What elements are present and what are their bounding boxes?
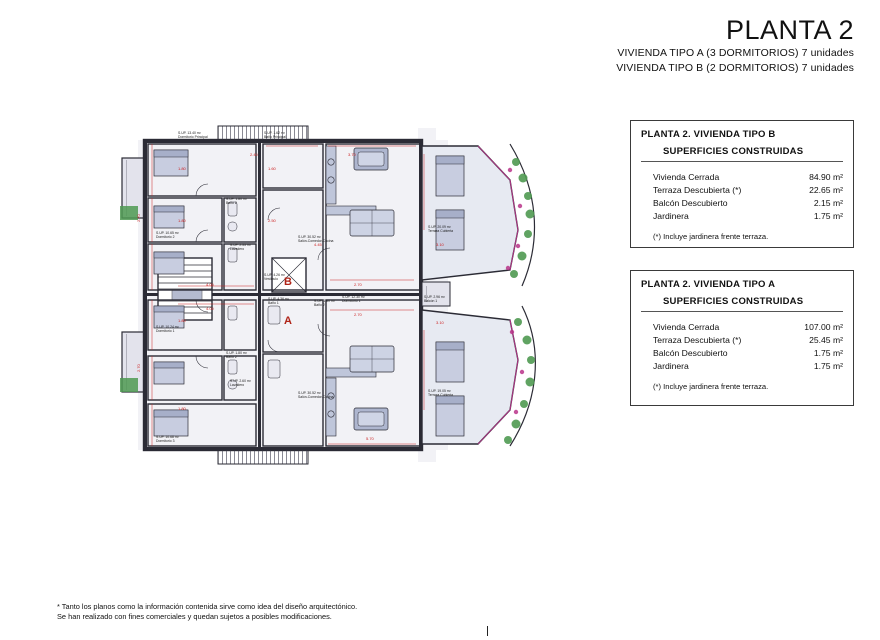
row-label: Jardinera — [653, 211, 689, 222]
svg-text:5.70: 5.70 — [366, 436, 374, 441]
room-name: Lavadero — [230, 383, 245, 387]
row-value: 1.75 m² — [813, 347, 843, 358]
room-code: S.UP. 2.55 m² — [230, 243, 251, 247]
svg-text:2.40: 2.40 — [250, 152, 258, 157]
svg-text:4.00: 4.00 — [206, 282, 214, 287]
room-code: S.UP. 13.40 m² — [178, 131, 201, 135]
table-row — [641, 320, 843, 333]
svg-text:1.80: 1.80 — [178, 318, 186, 323]
room-name: Baño 1 — [268, 301, 279, 305]
unit-label-a: A — [284, 315, 292, 327]
disclaimer-line-2: Se han realizado con fines comerciales y quedan sujetos a posibles modificaciones. — [57, 612, 332, 622]
row-value: 22.65 m² — [809, 184, 843, 195]
room-code: S.UP. 1.80 m² — [314, 299, 335, 303]
panel-a-subtitle: SUPERFICIES CONSTRUIDAS — [641, 296, 843, 312]
svg-text:2.70: 2.70 — [136, 364, 141, 372]
table-row — [641, 196, 843, 209]
room-name: Baño 2 — [314, 303, 325, 307]
room-code: S.UP. 30.52 m² — [298, 235, 321, 239]
panel-a-title: PLANTA 2. VIVIENDA TIPO A — [641, 279, 776, 290]
table-row — [641, 360, 843, 373]
panel-b-subtitle: SUPERFICIES CONSTRUIDAS — [641, 146, 843, 162]
room-code: S.UP. 1.80 m² — [226, 351, 247, 355]
panel-vivienda-tipo-b — [630, 120, 854, 248]
room-code: S.UP. 30.52 m² — [298, 391, 321, 395]
room-code: S.UP. 1.80 m² — [226, 197, 247, 201]
row-value: 1.75 m² — [813, 361, 843, 372]
room-code: S.UP. 2.60 m² — [230, 379, 251, 383]
svg-text:4.45: 4.45 — [314, 242, 322, 247]
room-name: Baño 2 — [226, 355, 237, 359]
room-name: Lavadero — [230, 247, 245, 251]
svg-text:3.70: 3.70 — [348, 152, 356, 157]
room-code: S.UP. 4.26 m² — [264, 273, 285, 277]
panel-vivienda-tipo-a — [630, 270, 854, 406]
room-code: S.UP. 12.30 m² — [342, 295, 365, 299]
svg-text:2.70: 2.70 — [136, 214, 141, 222]
subtitle-tipo-a: VIVIENDA TIPO A (3 DORMITORIOS) 7 unidades — [617, 47, 854, 60]
room-code: S.UP. 10.24 m² — [156, 325, 179, 329]
row-label: Balcón Descubierto — [653, 347, 728, 358]
table-row — [641, 170, 843, 183]
svg-text:1.60: 1.60 — [268, 166, 276, 171]
room-code: S.UP. 10.68 m² — [156, 435, 179, 439]
room-name: Balcón 1 — [424, 299, 438, 303]
row-label: Balcón Descubierto — [653, 197, 728, 208]
svg-text:1.80: 1.80 — [178, 218, 186, 223]
row-value: 84.90 m² — [809, 171, 843, 182]
room-name: Vestíbulo — [264, 277, 278, 281]
disclaimer-line-1: * Tanto los planos como la información contenida sirve como idea del diseño arquitectónico. — [57, 601, 358, 611]
room-name: Salón-Comedor-Cocina — [298, 395, 334, 399]
floor-plan-drawing — [118, 110, 558, 480]
svg-text:1.80: 1.80 — [178, 406, 186, 411]
room-code: S.UP. 19.05 m² — [428, 389, 451, 393]
row-value: 1.75 m² — [813, 211, 843, 222]
panel-a-note: (*) Incluye jardinera frente terraza. — [653, 381, 769, 391]
row-label: Terraza Descubierta (*) — [653, 334, 742, 345]
subtitle-tipo-b: VIVIENDA TIPO B (2 DORMITORIOS) 7 unidades — [616, 62, 854, 75]
room-code: S.UP. 10.65 m² — [156, 231, 179, 235]
row-label: Vivienda Cerrada — [653, 171, 720, 182]
room-code: S.UP. 4.36 m² — [268, 297, 289, 301]
page-tick-mark — [487, 626, 488, 636]
room-code: S.UP. 1.62 m² — [264, 131, 285, 135]
svg-text:2.70: 2.70 — [354, 282, 362, 287]
room-code: S.UP. 2.96 m² — [424, 295, 445, 299]
room-name: Dormitorio 3 — [156, 439, 175, 443]
room-name: Dormitorio 1 — [342, 299, 361, 303]
svg-text:2.50: 2.50 — [268, 218, 276, 223]
room-name: Terraza Cubierta — [428, 229, 454, 233]
unit-label-b: B — [284, 276, 292, 288]
page-header — [616, 16, 854, 74]
row-value: 25.45 m² — [809, 334, 843, 345]
table-row — [641, 346, 843, 359]
room-name: Baño 2 — [226, 201, 237, 205]
panel-b-note: (*) Incluye jardinera frente terraza. — [653, 231, 769, 241]
svg-text:4.00: 4.00 — [206, 306, 214, 311]
table-row — [641, 183, 843, 196]
page-title: PLANTA 2 — [725, 15, 854, 45]
row-value: 107.00 m² — [804, 321, 843, 332]
svg-text:3.10: 3.10 — [436, 242, 444, 247]
row-label: Vivienda Cerrada — [653, 321, 720, 332]
svg-text:3.10: 3.10 — [436, 320, 444, 325]
room-name: Baño Principal — [264, 135, 286, 139]
row-label: Terraza Descubierta (*) — [653, 184, 742, 195]
svg-text:1.80: 1.80 — [178, 166, 186, 171]
table-row — [641, 333, 843, 346]
table-row — [641, 210, 843, 223]
disclaimer — [57, 602, 357, 623]
row-label: Jardinera — [653, 361, 689, 372]
plan-geometry — [120, 126, 535, 464]
panel-b-title: PLANTA 2. VIVIENDA TIPO B — [641, 129, 776, 140]
room-name: Dormitorio Principal — [178, 135, 208, 139]
room-name: Dormitorio 1 — [156, 329, 175, 333]
room-name: Dormitorio 2 — [156, 235, 175, 239]
svg-text:2.70: 2.70 — [354, 312, 362, 317]
room-name: Salón-Comedor-Cocina — [298, 239, 334, 243]
room-code: S.UP. 20.09 m² — [428, 225, 451, 229]
row-value: 2.15 m² — [813, 197, 843, 208]
room-name: Terraza Cubierta — [428, 393, 454, 397]
